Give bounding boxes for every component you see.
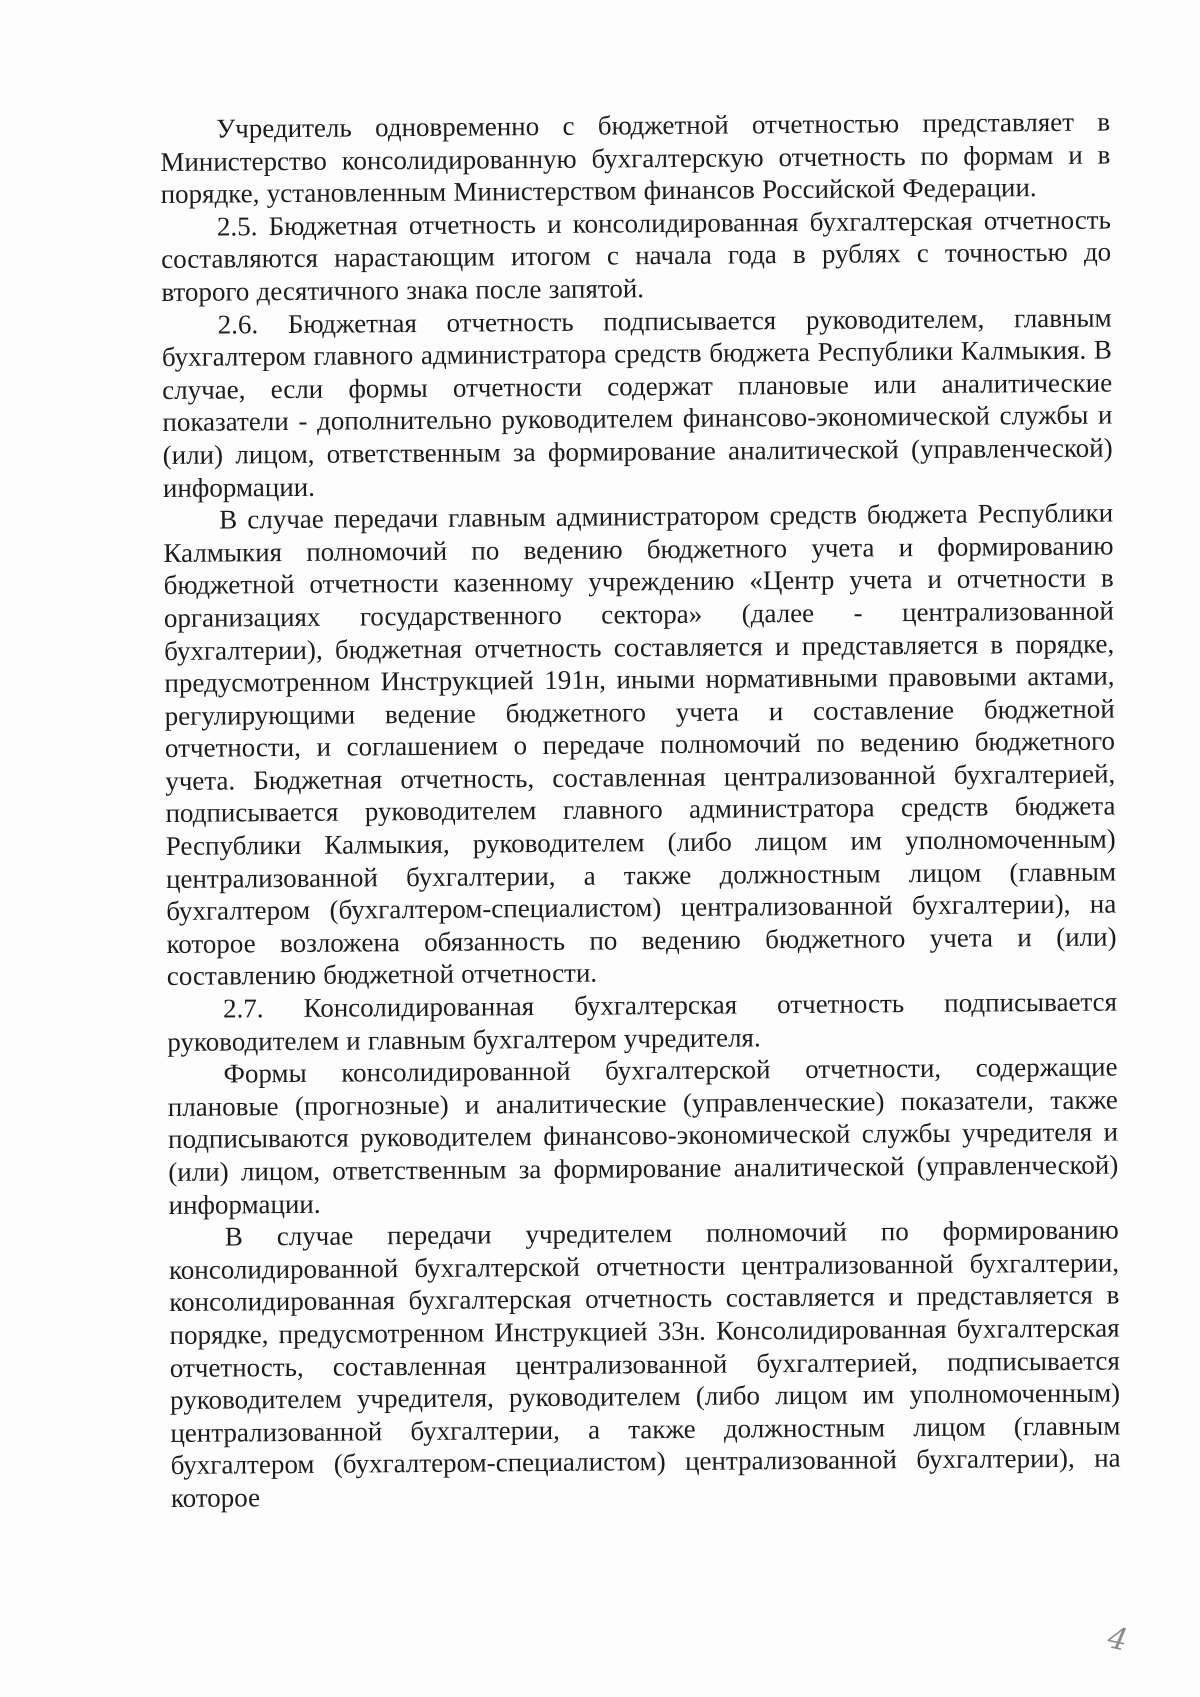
paragraph-consolidated-forms: Формы консолидированной бухгалтерской отчетности, содержащие плановые (прогнозные) и аналитические (управленческие) показатели, также подписываются руководителем финансово-экономической службы учредителя и (или) лицом, ответственным за формирование аналитической (управленческой) информации. (167, 1051, 1119, 1220)
paragraph-founder-transfer: В случае передачи учредителем полномочий по формированию консолидированной бухгалтерской отчетности централизованной бухгалтерии, консолидированная бухгалтерская отчетность составляется и представляется в порядке, предусмотренном Инструкцией 33н. Консолидированная бухгалтерская отчетность, составленная централизованной бухгалтерией, подписывается руководителем учредителя, руководителем (либо лицом им уполномоченным) централизованной бухгалтерии, а также должностным лицом (главным бухгалтером (бухгалтером-специалистом) централизованной бухгалтерии), на которое (168, 1214, 1121, 1513)
paragraph-2-5: 2.5. Бюджетная отчетность и консолидированная бухгалтерская отчетность составляются нарастающим итогом с начала года в рублях с точностью до второго десятичного знака после запятой. (161, 204, 1112, 307)
page-number-mark: 4 (1104, 1620, 1131, 1659)
paragraph-centralized-accounting: В случае передачи главным администратором средств бюджета Республики Калмыкия полномочий по ведению бюджетного учета и формированию бюджетной отчетности казенному учреждению «Центр учета и отчетности в организациях государственного сектора» (далее - централизованной бухгалтерии), бюджетная отчетность составляется и представляется в порядке, предусмотренном Инструкцией 191н, иными нормативными правовыми актами, регулирующими ведение бюджетного учета и составление бюджетной отчетности, и соглашением о передаче полномочий по ведению бюджетного учета. Бюджетная отчетность, составленная централизованной бухгалтерией, подписывается руководителем главного администратора средств бюджета Республики Калмыкия, руководителем (либо лицом им уполномоченным) централизованной бухгалтерии, а также должностным лицом (главным бухгалтером (бухгалтером-специалистом) централизованной бухгалтерии), на которое возложена обязанность по ведению бюджетного учета и (или) составлению бюджетной отчетности. (163, 497, 1117, 992)
paragraph-2-7: 2.7. Консолидированная бухгалтерская отчетность подписывается руководителем и главным бухгалтером учредителя. (167, 986, 1118, 1057)
paragraph-founder-submission: Учредитель одновременно с бюджетной отчетностью представляет в Министерство консолидированную бухгалтерскую отчетность по формам и в порядке, установленным Министерством финансов Российской Федерации. (160, 106, 1111, 210)
document-body (160, 106, 1121, 1515)
paragraph-2-6: 2.6. Бюджетная отчетность подписывается руководителем, главным бухгалтером главного администратора средств бюджета Республики Калмыкия. В случае, если формы отчетности содержат плановые или аналитические показатели - дополнительно руководителем финансово-экономической службы и (или) лицом, ответственным за формирование аналитической (управленческой) информации. (161, 302, 1113, 503)
